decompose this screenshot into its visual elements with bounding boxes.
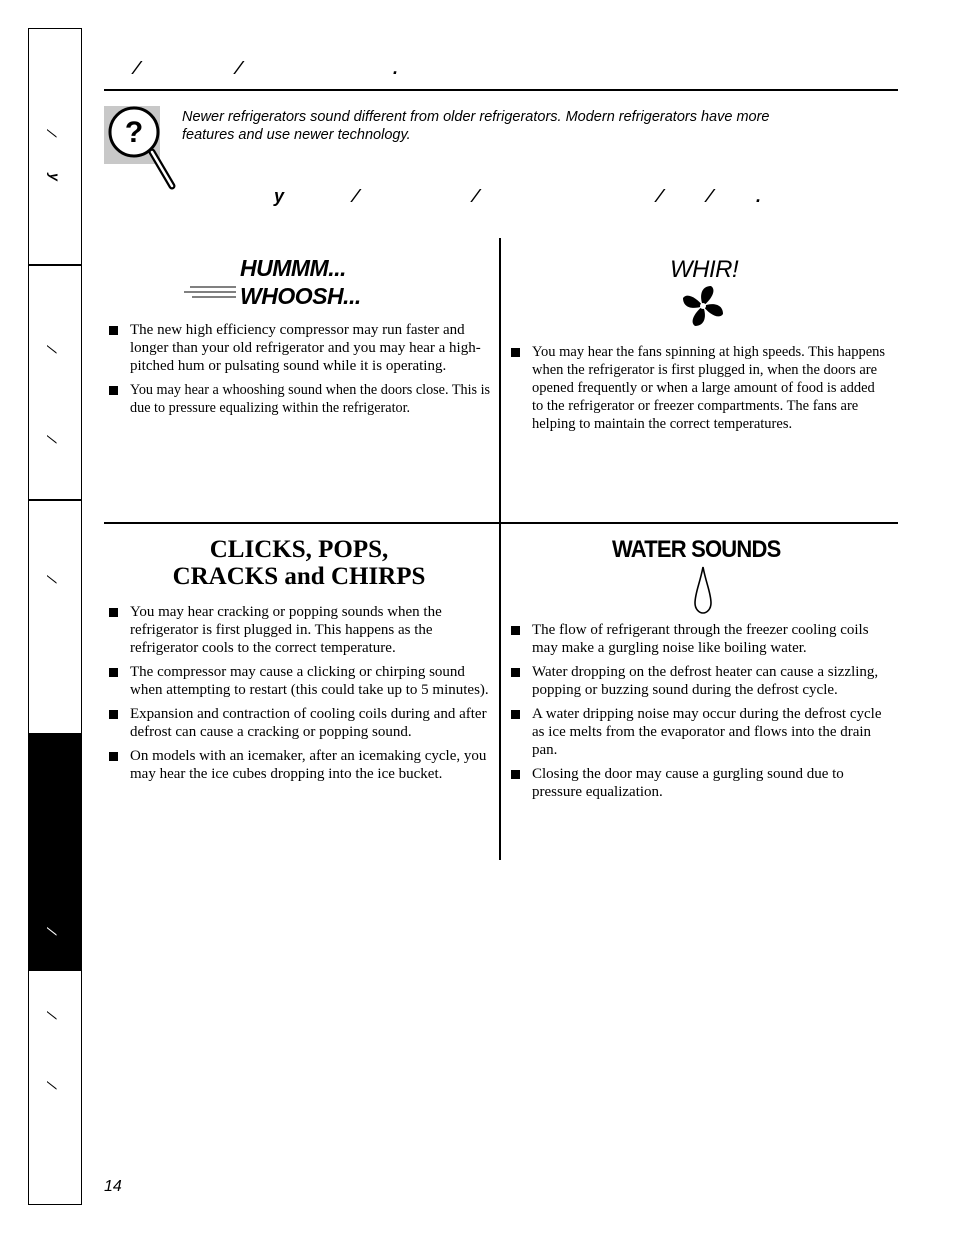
list-item: Water dropping on the defrost heater can cause a sizzling, popping or buzzing sound during the defrost cycle. bbox=[510, 663, 894, 699]
page-header bbox=[135, 58, 405, 80]
subhead-glyph: y bbox=[274, 186, 285, 206]
clicks-title bbox=[104, 536, 494, 590]
sidebar-tab-glyph: ⁄ bbox=[44, 1013, 61, 1017]
sidebar-tab-glyph: ⁄ bbox=[44, 437, 61, 441]
hum-title-line2: WHOOSH... bbox=[240, 283, 361, 309]
subhead-glyph: ⁄ bbox=[354, 186, 358, 206]
section-divider bbox=[104, 522, 898, 524]
list-item: A water dripping noise may occur during the defrost cycle as ice melts from the evaporator and flows into the drain pan. bbox=[510, 705, 894, 759]
sidebar-tab-glyph: ⁄ bbox=[44, 1083, 61, 1087]
list-item: The flow of refrigerant through the freezer cooling coils may make a gurgling noise like boiling water. bbox=[510, 621, 894, 657]
list-item: The compressor may cause a clicking or chirping sound when attempting to restart (this could take up to 5 minutes). bbox=[108, 663, 492, 699]
sidebar-tab-glyph: y bbox=[46, 173, 63, 181]
hum-title bbox=[240, 254, 361, 310]
clicks-title-line1: CLICKS, POPS, bbox=[209, 536, 389, 563]
list-item: Expansion and contraction of cooling coils during and after defrost can cause a cracking or popping sound. bbox=[108, 705, 492, 741]
sidebar-tab-glyph: ⁄ bbox=[44, 577, 61, 581]
sidebar-divider bbox=[29, 499, 81, 501]
sidebar-divider bbox=[29, 264, 81, 266]
whoosh-lines-icon bbox=[184, 284, 238, 302]
subheading bbox=[270, 186, 770, 208]
whir-list bbox=[510, 343, 888, 439]
hum-list bbox=[108, 321, 496, 423]
subhead-glyph: ⁄ bbox=[708, 186, 712, 206]
subhead-glyph: ⁄ bbox=[658, 186, 662, 206]
svg-text:?: ? bbox=[124, 116, 144, 149]
column-divider bbox=[499, 238, 501, 522]
sidebar-tab-glyph: ⁄ bbox=[44, 347, 61, 351]
fan-icon bbox=[678, 282, 728, 330]
list-item: Closing the door may cause a gurgling sound due to pressure equalization. bbox=[510, 765, 894, 801]
list-item: On models with an icemaker, after an icemaking cycle, you may hear the ice cubes dropping into the ice bucket. bbox=[108, 747, 492, 783]
water-title: WATER SOUNDS bbox=[612, 535, 781, 563]
water-drop-icon bbox=[693, 565, 713, 615]
column-divider bbox=[499, 523, 501, 860]
page-number: 14 bbox=[104, 1178, 122, 1195]
water-list bbox=[510, 621, 894, 807]
subhead-glyph: . bbox=[756, 186, 762, 206]
clicks-list bbox=[108, 603, 492, 789]
sidebar-tab-glyph: ⁄ bbox=[44, 131, 61, 135]
question-magnifier-icon bbox=[104, 106, 160, 164]
header-glyph: ⁄ bbox=[237, 58, 241, 78]
sidebar-tab-glyph: ⁄ bbox=[44, 929, 61, 933]
header-glyph: ⁄ bbox=[135, 58, 139, 78]
clicks-title-line2: CRACKS and CHIRPS bbox=[172, 563, 426, 590]
subhead-glyph: ⁄ bbox=[474, 186, 478, 206]
list-item: The new high efficiency compressor may run faster and longer than your old refrigerator and you may hear a high-pitched hum or pulsating sound while it is operating. bbox=[108, 321, 496, 375]
hum-title-line1: HUMMM... bbox=[240, 255, 346, 281]
header-rule bbox=[104, 89, 898, 91]
whir-title: WHIR! bbox=[670, 256, 739, 283]
sidebar-tab-active[interactable] bbox=[29, 733, 81, 971]
list-item: You may hear cracking or popping sounds when the refrigerator is first plugged in. This happens as the refrigerator cools to the correct temperature. bbox=[108, 603, 492, 657]
list-item: You may hear the fans spinning at high speeds. This happens when the refrigerator is first plugged in, when the doors are opened frequently or when a large amount of food is added to the refrigerator or freezer compartments. The fans are helping to maintain the correct temperatures. bbox=[510, 343, 888, 433]
header-glyph: . bbox=[393, 58, 399, 78]
list-item: You may hear a whooshing sound when the doors close. This is due to pressure equalizing within the refrigerator. bbox=[108, 381, 496, 417]
sidebar-tabs bbox=[28, 28, 82, 1205]
intro-text: Newer refrigerators sound different from older refrigerators. Modern refrigerators have more features and use newer technology. bbox=[182, 109, 770, 143]
